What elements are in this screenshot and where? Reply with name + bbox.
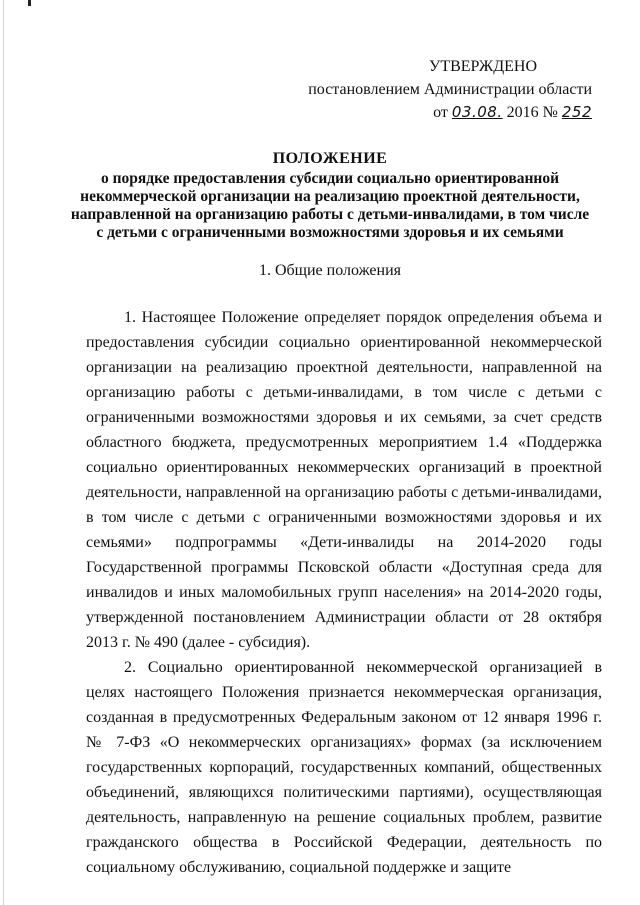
approval-year: 2016: [506, 104, 539, 121]
approval-number-handwritten: 252: [561, 103, 592, 121]
title-line: направленной на организацию работы с детьми-инвалидами, в том числе: [70, 206, 590, 223]
approval-authority: постановлением Администрации области: [308, 81, 592, 98]
approval-date-line: [292, 101, 592, 124]
document-body: [86, 305, 602, 880]
approval-stamp: [292, 55, 592, 124]
title-heading: ПОЛОЖЕНИЕ: [272, 150, 388, 167]
scan-edge-line: [3, 0, 4, 905]
paragraph-2: 2. Социально ориентированной некоммерческой организацией в целях настоящего Положения признается некоммерческая организация, созданная в предусмотренных Федеральным законом от 12 января 1996 г. № 7-ФЗ «О некоммерческих организациях» формах (за исключением государственных корпораций, государственных компаний, общественных объединений, являющихся политическими партиями), осуществляющая деятельность, направленную на решение социальных проблем, развитие гражданского общества в Российской Федерации, деятельность по социальному обслуживанию, социальной поддержке и защите: [86, 659, 602, 876]
document-title: [60, 150, 600, 242]
section-heading: 1. Общие положения: [258, 262, 402, 279]
approval-prefix: от: [433, 104, 448, 121]
approval-number-sign: №: [542, 104, 558, 121]
title-line: некоммерческой организации на реализацию проектной деятельности,: [80, 188, 580, 205]
approval-title: УТВЕРЖДЕНО: [428, 58, 537, 75]
title-line: о порядке предоставления субсидии социально ориентированной: [100, 170, 560, 187]
title-line: с детьми с ограниченными возможностями здоровья и их семьями: [96, 224, 564, 241]
scan-corner-mark: [28, 0, 31, 6]
approval-date-handwritten: 03.08.: [451, 103, 503, 121]
paragraph-1: 1. Настоящее Положение определяет порядок определения объема и предоставления субсидии социально ориентированной некоммерческой организации на реализацию проектной деятельности, направленной на организацию работы с детьми-инвалидами, в том числе с детьми с ограниченными возможностями здоровья и их семьями, за счет средств областного бюджета, предусмотренных мероприятием 1.4 «Поддержка социально ориентированных некоммерческих организаций в проектной деятельности, направленной на организацию работы с детьми-инвалидами, в том числе с детьми с ограниченными возможностями здоровья и их семьями» подпрограммы «Дети-инвалиды на 2014-2020 годы Государственной программы Псковской области «Доступная среда для инвалидов и иных маломобильных групп населения» на 2014-2020 годы, утвержденной постановлением Администрации области от 28 октября 2013 г. № 490 (далее - субсидия).: [86, 309, 602, 651]
